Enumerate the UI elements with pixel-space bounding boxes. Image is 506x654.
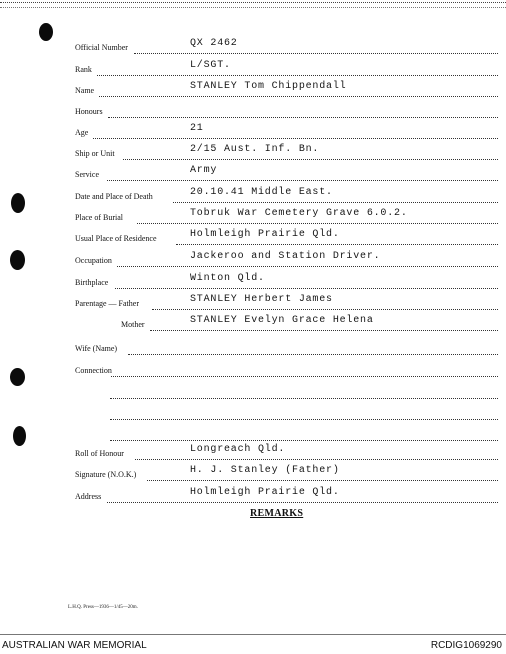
- connection-blank-line: [0, 426, 506, 442]
- field-label: Occupation: [75, 256, 112, 265]
- dotted-leader: [97, 69, 498, 76]
- field-label: Name: [75, 86, 95, 95]
- field-value: Longreach Qld.: [190, 444, 286, 455]
- field-label: Age: [75, 128, 89, 137]
- field-connection: [0, 362, 506, 378]
- field-name: [0, 82, 506, 98]
- field-value: Holmleigh Prairie Qld.: [190, 229, 340, 240]
- field-label: Signature (N.O.K.): [75, 470, 137, 479]
- field-signature: [0, 466, 506, 482]
- dotted-leader: [134, 47, 498, 54]
- field-parentage-father: [0, 295, 506, 311]
- dotted-leader: [110, 434, 498, 441]
- field-value: Winton Qld.: [190, 273, 265, 284]
- field-label: Official Number: [75, 43, 128, 52]
- field-address: [0, 488, 506, 504]
- field-age: [0, 124, 506, 140]
- field-value: QX 2462: [190, 38, 238, 49]
- field-value: STANLEY Evelyn Grace Helena: [190, 315, 374, 326]
- field-value: Jackeroo and Station Driver.: [190, 251, 381, 262]
- field-value: 21: [190, 123, 204, 134]
- printer-imprint: L.H.Q. Press—1936—1/45—20m.: [68, 605, 138, 610]
- field-label: Date and Place of Death: [75, 192, 153, 201]
- dotted-leader: [115, 282, 498, 289]
- dotted-leader: [111, 370, 498, 377]
- field-service: [0, 166, 506, 182]
- field-label: Rank: [75, 65, 92, 74]
- dotted-leader: [110, 392, 498, 399]
- field-label: Birthplace: [75, 278, 109, 287]
- field-value: H. J. Stanley (Father): [190, 465, 340, 476]
- top-edge-rule: [0, 2, 506, 8]
- field-label: Usual Place of Residence: [75, 234, 157, 243]
- field-birthplace: [0, 274, 506, 290]
- field-value: Army: [190, 165, 218, 176]
- connection-blank-line: [0, 384, 506, 400]
- field-label: Place of Burial: [75, 213, 123, 222]
- field-usual-residence: [0, 230, 506, 246]
- field-label: Honours: [75, 107, 103, 116]
- remarks-heading: REMARKS: [250, 508, 304, 519]
- connection-blank-line: [0, 405, 506, 421]
- field-value: 2/15 Aust. Inf. Bn.: [190, 144, 320, 155]
- field-label: Service: [75, 170, 99, 179]
- field-label: Connection: [75, 366, 112, 375]
- field-label: Wife (Name): [75, 344, 118, 353]
- field-ship-or-unit: [0, 145, 506, 161]
- field-value: STANLEY Tom Chippendall: [190, 81, 347, 92]
- dotted-leader: [107, 174, 498, 181]
- field-occupation: [0, 252, 506, 268]
- footer-rule: [0, 634, 506, 635]
- field-label: Parentage — Father: [75, 299, 139, 308]
- field-place-of-burial: [0, 209, 506, 225]
- dotted-leader: [110, 413, 498, 420]
- field-label: Mother: [121, 320, 145, 329]
- field-honours: [0, 103, 506, 119]
- footer-institution: AUSTRALIAN WAR MEMORIAL: [2, 640, 147, 651]
- field-value: STANLEY Herbert James: [190, 294, 333, 305]
- field-value: 20.10.41 Middle East.: [190, 187, 333, 198]
- field-label: Address: [75, 492, 102, 501]
- field-parentage-mother: [0, 316, 506, 332]
- field-label: Roll of Honour: [75, 449, 124, 458]
- field-value: Tobruk War Cemetery Grave 6.0.2.: [190, 208, 408, 219]
- field-date-place-death: [0, 188, 506, 204]
- dotted-leader: [128, 348, 498, 355]
- dotted-leader: [93, 132, 498, 139]
- dotted-leader: [108, 111, 498, 118]
- field-value: L/SGT.: [190, 60, 231, 71]
- field-rank: [0, 61, 506, 77]
- footer-record-id: RCDIG1069290: [430, 640, 502, 651]
- field-value: Holmleigh Prairie Qld.: [190, 487, 340, 498]
- field-official-number: [0, 39, 506, 55]
- field-roll-of-honour: [0, 445, 506, 461]
- field-wife: [0, 340, 506, 356]
- field-label: Ship or Unit: [75, 149, 115, 158]
